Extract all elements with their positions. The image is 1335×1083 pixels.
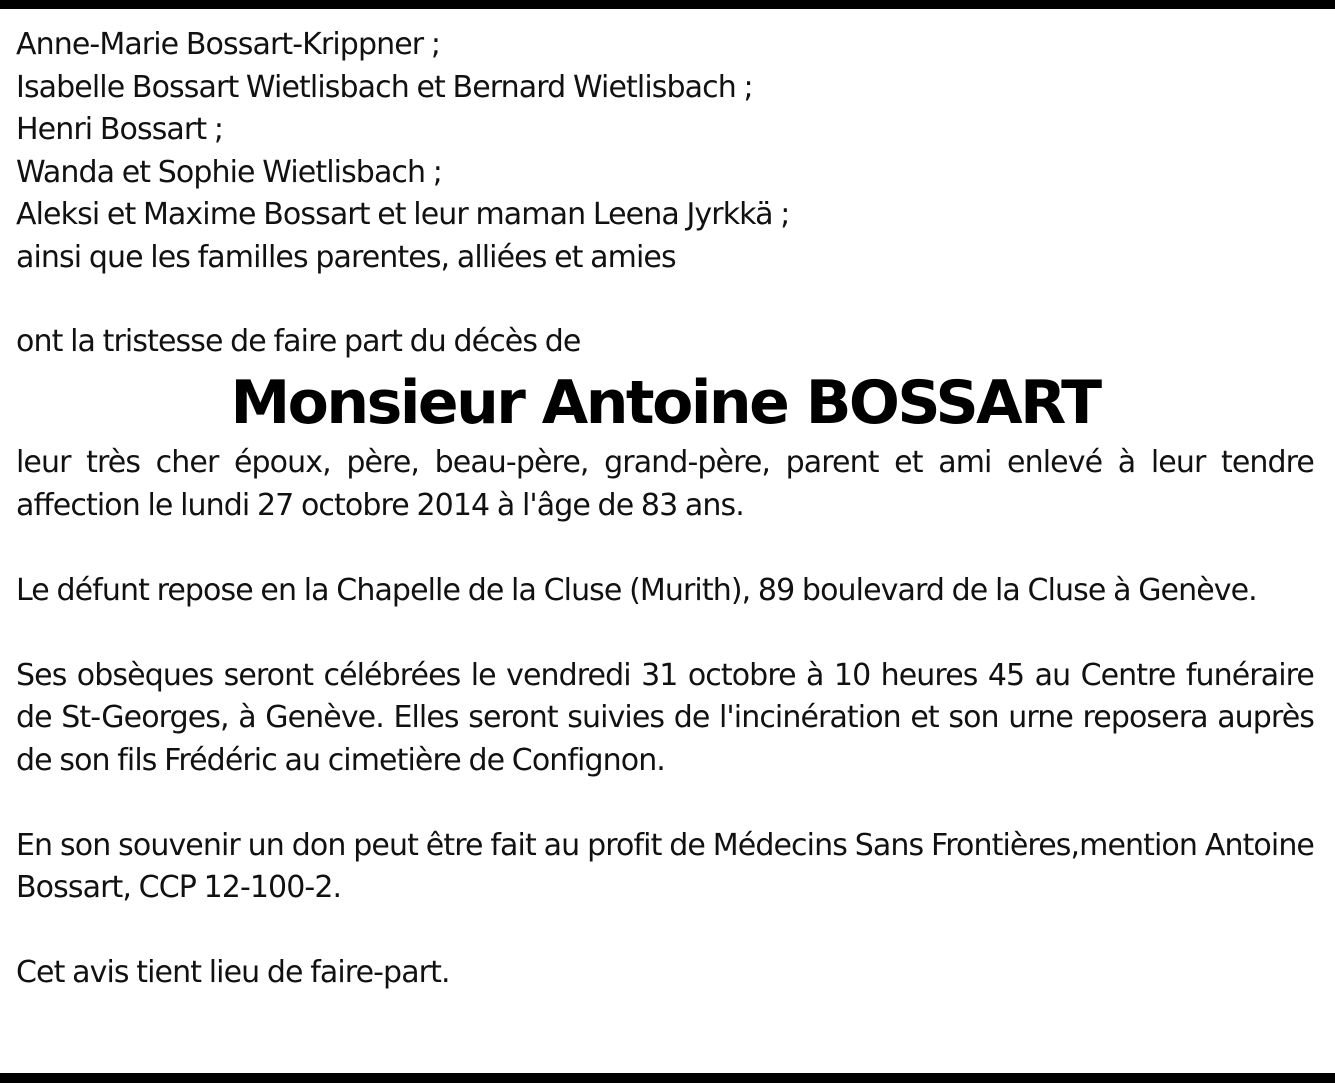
bottom-border-rule (0, 1073, 1335, 1083)
family-line: Henri Bossart ; (16, 112, 224, 147)
family-line: Aleksi et Maxime Bossart et leur maman Leena Jyrkkä ; (16, 197, 790, 232)
donation-paragraph: En son souvenir un don peut être fait au profit de Médecins Sans Frontières,mention Antoine Bossart, CCP 12-100-2. (16, 827, 1314, 905)
closing-paragraph: Cet avis tient lieu de faire-part. (16, 955, 450, 990)
top-border-rule (0, 0, 1335, 9)
deceased-name: Monsieur Antoine BOSSART (230, 368, 1100, 438)
family-line: Isabelle Bossart Wietlisbach et Bernard Wietlisbach ; (16, 69, 753, 105)
family-line: ainsi que les familles parentes, alliées et amies (16, 239, 676, 275)
family-line: Wanda et Sophie Wietlisbach ; (16, 154, 442, 190)
relation-paragraph: leur très cher époux, père, beau-père, grand-père, parent et ami enlevé à leur tendre affection le lundi 27 octobre 2014 à l'âge de 83 ans. (16, 445, 1314, 523)
repose-paragraph: Le défunt repose en la Chapelle de la Cluse (Murith), 89 boulevard de la Cluse à Genève. (16, 572, 1257, 608)
death-notice (16, 24, 1314, 995)
family-list (16, 24, 1314, 279)
obseques-paragraph: Ses obsèques seront célébrées le vendredi 31 octobre à 10 heures 45 au Centre funéraire de St-Georges, à Genève. Elles seront suivies de l'incinération et son urne reposera auprès de son fils Frédéric au cimetière de Confignon. (16, 657, 1314, 778)
family-line: Anne-Marie Bossart-Krippner ; (16, 27, 441, 62)
announcement-text: ont la tristesse de faire part du décès de (16, 324, 581, 359)
